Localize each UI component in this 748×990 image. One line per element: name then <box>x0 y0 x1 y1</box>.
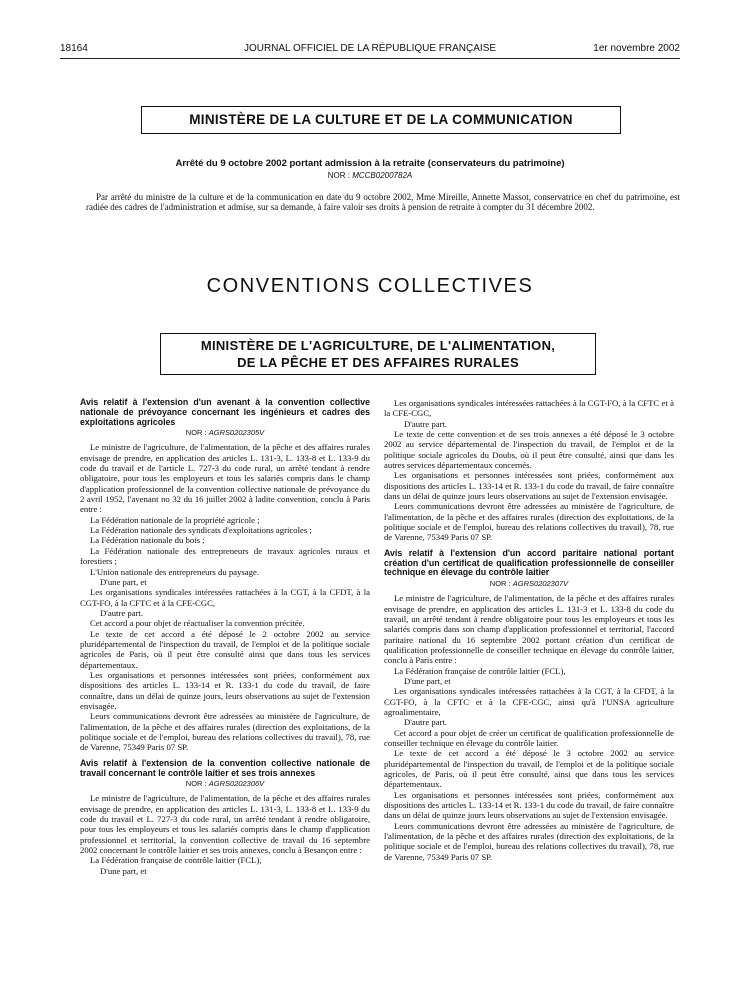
nor-code: MCCB0200782A <box>352 171 413 180</box>
paragraph: Les organisations et personnes intéressées sont priées, conformément aux dispositions des articles L. 133-14 et R. 133-1 du code du travail, de faire connaître dans un délai de quinze jours leurs observations au sujet de l'extension envisagée. <box>384 789 674 821</box>
paragraph: Leurs communications devront être adressées au ministère de l'agriculture, de l'alimentation, de la pêche et des affaires rurales (direction des exploitations, de la politique sociale et de l'emploi, bureau des relations collectives du travail), 78, rue de Varenne, 75349 Paris 07 SP. <box>384 501 674 543</box>
paragraph: D'autre part. <box>100 607 144 618</box>
nor-label: NOR : <box>185 779 207 789</box>
page-header <box>60 42 680 56</box>
nor-code: AGRS0202306V <box>208 779 265 789</box>
nor-code: AGRS0202305V <box>208 428 265 438</box>
paragraph: La Fédération nationale de la propriété agricole ; <box>90 514 260 525</box>
ministry-agriculture-heading <box>160 333 596 375</box>
paragraph: Cet accord a pour objet de créer un certificat de qualification professionnelle de conseiller technique en élevage du contrôle laitier. <box>384 727 674 749</box>
decree-nor <box>60 171 680 181</box>
paragraph: Les organisations et personnes intéressées sont priées, conformément aux dispositions des articles L. 133-14 et R. 133-1 du code du travail, de faire connaître dans un délai de quinze jours leurs observations au sujet de l'extension envisagée. <box>384 470 674 502</box>
journal-title: JOURNAL OFFICIEL DE LA RÉPUBLIQUE FRANÇAISE <box>243 43 497 54</box>
page-number: 18164 <box>60 43 88 54</box>
paragraph: Leurs communications devront être adressées au ministère de l'agriculture, de l'alimentation, de la pêche et des affaires rurales (direction des exploitations, de la politique sociale et de l'emploi, bureau des relations collectives du travail), 78, rue de Varenne, 75349 Paris 07 SP. <box>384 820 674 862</box>
publication-date: 1er novembre 2002 <box>593 43 680 54</box>
section-title: CONVENTIONS COLLECTIVES <box>206 275 534 297</box>
paragraph: Le texte de cet accord a été déposé le 3 octobre 2002 au service pluridépartemental de l'inspection du travail, de l'emploi et de la politique sociale agricoles, de Paris, où il peut être consulté, ainsi que dans tous les services départementaux. <box>384 748 674 790</box>
avis-nor <box>80 428 370 438</box>
paragraph: D'une part, et <box>100 865 147 876</box>
ministry-agriculture-heading-line2: DE LA PÊCHE ET DES AFFAIRES RURALES <box>237 355 519 370</box>
avis-nor <box>384 579 674 589</box>
avis-title: Avis relatif à l'extension d'un avenant à la convention collective nationale de prévoyance concernant les ingénieurs et cadres des exploitations agricoles <box>80 397 370 427</box>
paragraph: Le ministre de l'agriculture, de l'alimentation, de la pêche et des affaires rurales envisage de prendre, en application des articles L. 131-3, L. 133-8 et L. 133-9 du code du travail et de l'article L. 727-3 du code rural, un arrêté tendant à rendre obligatoire, pour tous les employeurs et tous les salariés compris dans le champ d'application professionnel de la convention collective nationale de prévoyance du 2 avril 1952, l'avenant no 32 du 16 juillet 2002 à ladite convention, conclu à Paris entre : <box>80 442 370 515</box>
paragraph: Le texte de cet accord a été déposé le 2 octobre 2002 au service pluridépartemental de l'inspection du travail, de l'emploi et de la politique sociale agricoles de Paris, où il peut être consulté ainsi que dans tous les services départementaux. <box>80 628 370 670</box>
paragraph: La Fédération nationale du bois ; <box>90 535 205 546</box>
avis-title: Avis relatif à l'extension d'un accord paritaire national portant création d'un certificat de qualification professionnelle de conseiller technique en élevage du contrôle laitier <box>384 547 674 578</box>
paragraph: D'une part, et <box>100 576 147 587</box>
paragraph: Le texte de cette convention et de ses trois annexes a été déposé le 3 octobre 2002 au service départemental de l'inspection du travail, de l'emploi et de la politique sociale agricoles du Doubs, où il peut être consulté, ainsi que dans les autres services départementaux concernés. <box>384 429 674 471</box>
decree-title: Arrêté du 9 octobre 2002 portant admission à la retraite (conservateurs du patrimoine) <box>175 158 565 169</box>
paragraph: Les organisations syndicales intéressées rattachées à la CGT, à la CFDT, à la CGT-FO, à la CFTC et à la CFE-CGC, ainsi qu'à l'UNSA agriculture agroalimentaire, <box>384 686 674 717</box>
avis-nor <box>80 779 370 789</box>
paragraph: Leurs communications devront être adressées au ministère de l'agriculture, de l'alimentation, de la pêche et des affaires rurales (direction des exploitations, de la politique sociale et de l'emploi, bureau des relations collectives du travail), 78, rue de Varenne, 75349 Paris 07 SP. <box>80 711 370 753</box>
paragraph: Cet accord a pour objet de réactualiser la convention précitée. <box>90 618 305 629</box>
nor-label: NOR : <box>185 428 207 438</box>
nor-label: NOR : <box>327 171 350 180</box>
paragraph: La Fédération nationale des syndicats d'exploitations agricoles ; <box>90 525 312 536</box>
avis-title: Avis relatif à l'extension de la convention collective nationale de travail concernant le contrôle laitier et ses trois annexes <box>80 757 370 778</box>
paragraph: D'une part, et <box>404 675 451 686</box>
paragraph: Le ministre de l'agriculture, de l'alimentation, de la pêche et des affaires rurales envisage de prendre, en application des articles L. 131-3 et L. 133-8 du code du travail, un arrêté tendant à rendre obligatoire pour tous les employeurs et tous les salariés compris dans son champ d'application professionnel et territorial, l'accord paritaire national du 16 septembre 2002 portant création d'un certificat de qualification professionnelle de conseiller technique en élevage du contrôle laitier, conclu à Paris entre : <box>384 593 674 666</box>
right-column <box>384 398 674 862</box>
decree-paragraph: Par arrêté du ministre de la culture et de la communication en date du 9 octobre 2002, Mme Mireille, Annette Massot, conservatrice en chef du patrimoine, est radiée des cadres de l'administration et admise, sur sa demande, à faire valoir ses droits à pension de retraite à compter du 31 décembre 2002. <box>86 192 680 213</box>
nor-label: NOR : <box>489 579 511 589</box>
ministry-culture-heading: MINISTÈRE DE LA CULTURE ET DE LA COMMUNICATION <box>141 106 621 134</box>
nor-code: AGRS0202307V <box>512 579 569 589</box>
paragraph: La Fédération française de contrôle laitier (FCL), <box>90 855 262 866</box>
left-column <box>80 398 370 876</box>
paragraph: La Fédération française de contrôle laitier (FCL), <box>394 665 566 676</box>
paragraph: Les organisations syndicales intéressées rattachées à la CGT-FO, à la CFTC et à la CFE-CGC, <box>384 398 674 419</box>
header-rule <box>60 58 680 59</box>
paragraph: Les organisations syndicales intéressées rattachées à la CGT, à la CFDT, à la CGT-FO, à la CFTC et à la CFE-CGC, <box>80 587 370 608</box>
paragraph: La Fédération nationale des entrepreneurs de travaux agricoles ruraux et forestiers ; <box>80 545 370 567</box>
paragraph: Les organisations et personnes intéressées sont priées, conformément aux dispositions des articles L. 133-14 et R. 133-1 du code du travail, de faire connaître, dans un délai de quinze jours, leurs observations au sujet de l'extension envisagée. <box>80 669 370 711</box>
ministry-agriculture-heading-line1: MINISTÈRE DE L'AGRICULTURE, DE L'ALIMENTATION, <box>200 338 556 353</box>
paragraph: D'autre part. <box>404 717 448 728</box>
paragraph: Le ministre de l'agriculture, de l'alimentation, de la pêche et des affaires rurales envisage de prendre, en application des articles L. 131-3, L. 133-8 et L. 133-9 du code du travail et L. 727-3 du code rural, un arrêté tendant à rendre obligatoire, pour tous les employeurs et tous les salariés compris dans le champ d'application professionnel et territorial, la convention collective de travail du 16 septembre 2002 concernant le contrôle laitier et ses trois annexes, conclu à Besançon entre : <box>80 793 370 856</box>
paragraph: L'Union nationale des entrepreneurs du paysage. <box>90 566 259 577</box>
paragraph: D'autre part. <box>404 418 448 429</box>
